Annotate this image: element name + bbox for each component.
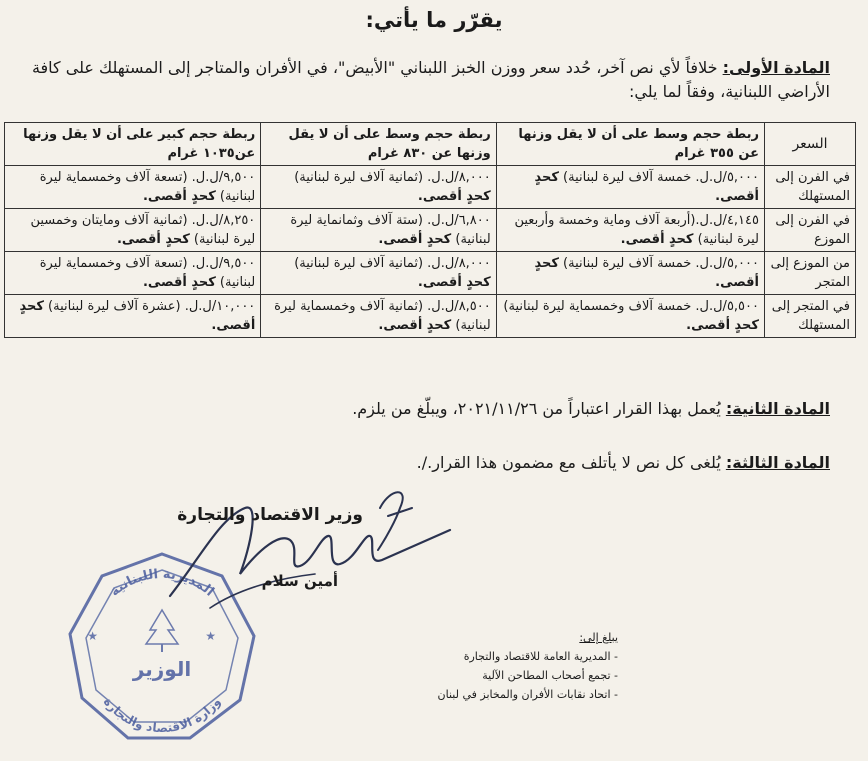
header-medium-355: ربطة حجم وسط على أن لا يقل وزنها عن ٣٥٥ غرام [496,123,764,166]
star-icon: ★ [205,629,216,643]
row-label: من الموزع إلى المتجر [765,252,856,295]
cell-price-text: ٨,٠٠٠/ل.ل. (ثمانية آلاف ليرة لبنانية) [294,170,491,185]
table-cell [5,166,261,209]
stamp-center-text: الوزير [132,657,192,681]
stamp-top-text: المديرية اللبنانية [107,566,217,600]
cell-max-note: كحدٍ أقصى. [620,232,694,247]
cell-max-note: كحدٍ أقصى. [19,299,256,333]
cell-price-text: ١٠,٠٠٠/ل.ل. (عشرة آلاف ليرة لبنانية) [48,299,256,314]
cell-max-note: كحدٍ أقصى. [378,318,452,333]
cell-max-note: كحدٍ أقصى. [686,318,759,333]
cell-price-text: ٥,٠٠٠/ل.ل. خمسة آلاف ليرة لبنانية) [563,170,759,185]
article-three-label: المادة الثالثة: [725,453,830,472]
article-three [30,451,830,475]
distribution-item: - اتحاد نقابات الأفران والمخابز في لبنان [398,685,618,704]
article-two-label: المادة الثانية: [725,399,830,418]
header-price: السعر [765,123,856,166]
cell-price-text: ٩,٥٠٠/ل.ل. (تسعة آلاف وخمسماية ليرة لبنانية) [39,256,256,290]
distribution-title: يبلغ إلى: [579,631,618,644]
table-row [5,295,856,338]
table-row [5,209,856,252]
header-large-1035: ربطة حجم كبير على أن لا يقل وزنها عن١٠٣٥ غرام [5,123,261,166]
cell-max-note: كحدٍ أقصى. [534,170,759,204]
cell-price-text: ٨,٠٠٠/ل.ل. (ثمانية آلاف ليرة لبنانية) [294,256,491,271]
cell-price-text: ٤,١٤٥/ل.ل.(أربعة آلاف وماية وخمسة وأربعين ليرة لبنانية) [514,213,759,247]
minister-title: وزير الاقتصاد والتجارة [177,505,363,525]
table-cell [496,209,764,252]
distribution-list [398,628,618,704]
article-one [30,56,830,104]
article-one-label: المادة الأولى: [722,58,830,77]
table-cell [261,295,496,338]
distribution-item: - تجمع أصحاب المطاحن الآلية [398,666,618,685]
table-cell [496,252,764,295]
table-cell [261,252,496,295]
decree-heading: يقرّر ما يأتي: [365,8,503,32]
cell-max-note: كحدٍ أقصى. [417,189,491,204]
article-two-text: يُعمل بهذا القرار اعتباراً من ٢٠٢١/١١/٢٦، ويبلّغ من يلزم. [352,399,721,418]
table-header-row [5,123,856,166]
table-row [5,252,856,295]
cell-max-note: كحدٍ أقصى. [142,275,216,290]
table-cell [261,209,496,252]
cell-max-note: كحدٍ أقصى. [417,275,491,290]
article-three-text: يُلغى كل نص لا يأتلف مع مضمون هذا القرار./. [416,453,721,472]
cell-price-text: ٨,٢٥٠/ل.ل. (ثمانية آلاف ومايتان وخمسين ليرة لبنانية) [30,213,256,247]
stamp-bottom-text: وزارة الاقتصاد والتجارة [100,694,224,736]
table-cell [496,166,764,209]
distribution-item: - المديرية العامة للاقتصاد والتجارة [398,647,618,666]
cell-max-note: كحدٍ أقصى. [534,256,759,290]
table-row [5,166,856,209]
table-cell [5,209,261,252]
cell-price-text: ٨,٥٠٠/ل.ل. (ثمانية آلاف وخمسماية ليرة لبنانية) [274,299,491,333]
cell-max-note: كحدٍ أقصى. [116,232,190,247]
row-label: في الفرن إلى المستهلك [765,166,856,209]
cell-price-text: ٥,٠٠٠/ل.ل. خمسة آلاف ليرة لبنانية) [563,256,759,271]
minister-name: أمين سلام [261,572,338,590]
bread-price-table [4,122,856,338]
handwritten-signature [150,478,460,618]
cell-price-text: ٦,٨٠٠/ل.ل. (ستة آلاف وثمانماية ليرة لبنانية) [290,213,491,247]
star-icon: ★ [87,629,98,643]
cell-max-note: كحدٍ أقصى. [142,189,216,204]
row-label: في المتجر إلى المستهلك [765,295,856,338]
row-label: في الفرن إلى الموزع [765,209,856,252]
article-two [30,397,830,421]
table-cell [5,295,261,338]
article-one-text: خلافاً لأي نص آخر، حُدد سعر ووزن الخبز اللبناني "الأبيض"، في الأفران والمتاجر إلى المستهلك على كافة الأراضي اللبنانية، وفقاً لما يلي: [31,58,830,101]
table-cell [5,252,261,295]
cell-price-text: ٥,٥٠٠/ل.ل. خمسة آلاف وخمسماية ليرة لبنانية) [503,299,759,314]
table-cell [496,295,764,338]
cell-price-text: ٩,٥٠٠/ل.ل. (تسعة آلاف وخمسماية ليرة لبنانية) [39,170,256,204]
table-cell [261,166,496,209]
header-medium-830: ربطة حجم وسط على أن لا يقل وزنها عن ٨٣٠ غرام [261,123,496,166]
cell-max-note: كحدٍ أقصى. [378,232,452,247]
